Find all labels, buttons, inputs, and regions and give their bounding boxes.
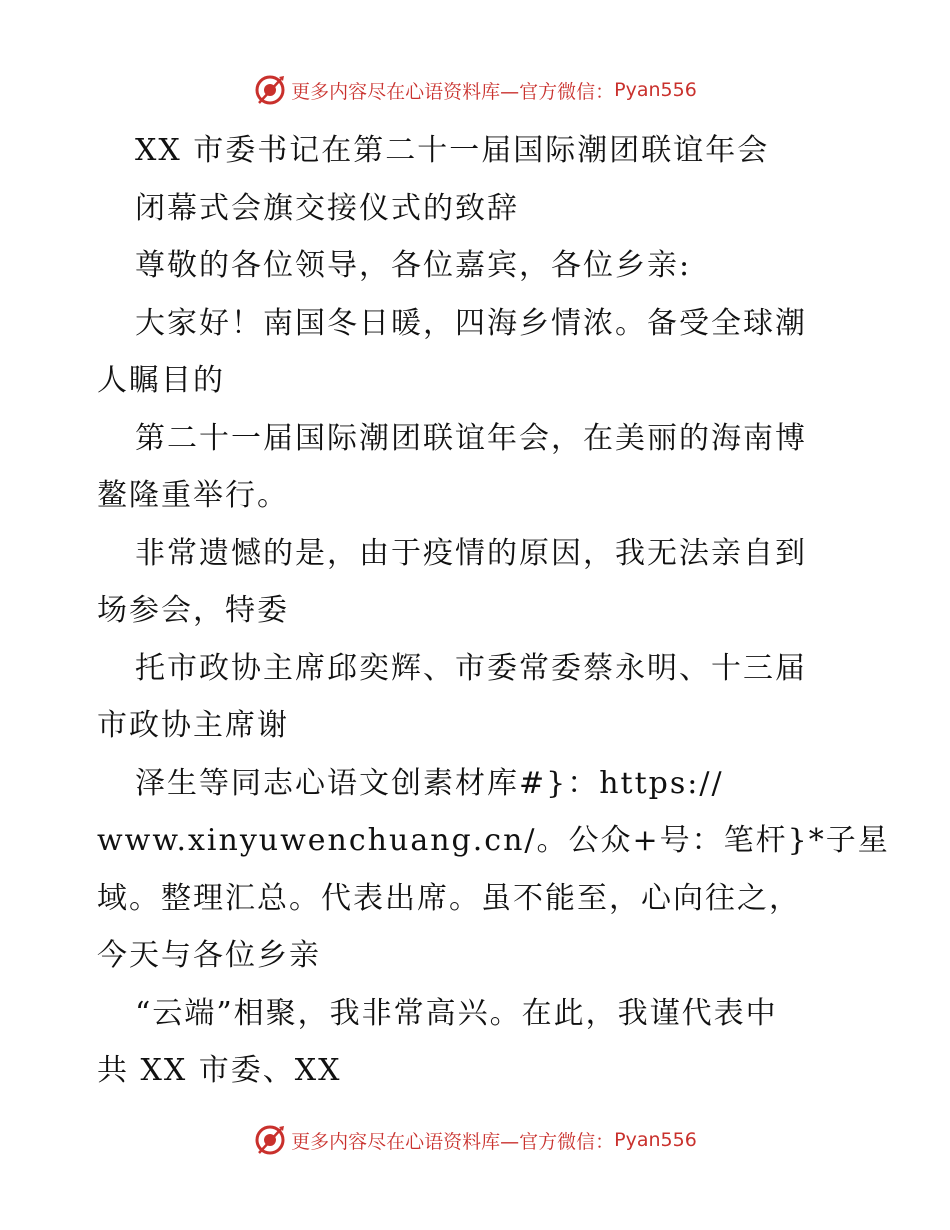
header-watermark-banner	[0, 70, 950, 110]
paragraph-line: 托市政协主席邱奕辉、市委常委蔡永明、十三届	[135, 650, 807, 686]
paragraph-line: 第二十一届国际潮团联谊年会，在美丽的海南博	[135, 420, 807, 456]
banner-wechat-id: Pyan556	[614, 79, 697, 101]
paragraph-line: 鳌隆重举行。	[97, 478, 289, 513]
quill-logo-icon	[253, 73, 287, 107]
banner-wechat-id: Pyan556	[614, 1129, 697, 1151]
paragraph-line: 今天与各位乡亲	[97, 938, 321, 973]
quill-logo-icon	[253, 1123, 287, 1157]
paragraph-line: 共 XX 市委、XX	[97, 1053, 342, 1088]
paragraph-line: 非常遗憾的是，由于疫情的原因，我无法亲自到	[135, 535, 807, 571]
banner-text: 更多内容尽在心语资料库—官方微信：	[291, 1130, 615, 1153]
paragraph-line: 大家好！南国冬日暖，四海乡情浓。备受全球潮	[135, 305, 807, 341]
paragraph-line: 市政协主席谢	[97, 708, 289, 743]
paragraph-line: 场参会，特委	[97, 593, 289, 628]
banner-text: 更多内容尽在心语资料库—官方微信：	[291, 80, 615, 103]
paragraph-line: “云端”相聚，我非常高兴。在此，我谨代表中	[135, 995, 778, 1031]
footer-watermark-banner	[0, 1120, 950, 1160]
paragraph-line: 尊敬的各位领导，各位嘉宾，各位乡亲:	[135, 248, 692, 283]
paragraph-line: www.xinyuwenchuang.cn/。公众+号：笔杆}*子星	[97, 823, 890, 858]
document-body	[97, 122, 890, 1100]
paragraph-line: XX 市委书记在第二十一届国际潮团联谊年会	[135, 133, 770, 168]
paragraph-line: 闭幕式会旗交接仪式的致辞	[135, 190, 519, 226]
paragraph-line: 域。整理汇总。代表出席。虽不能至，心向往之，	[97, 880, 801, 916]
paragraph-line: 人瞩目的	[97, 363, 225, 398]
paragraph-line: 泽生等同志心语文创素材库#}：https://	[135, 765, 724, 801]
